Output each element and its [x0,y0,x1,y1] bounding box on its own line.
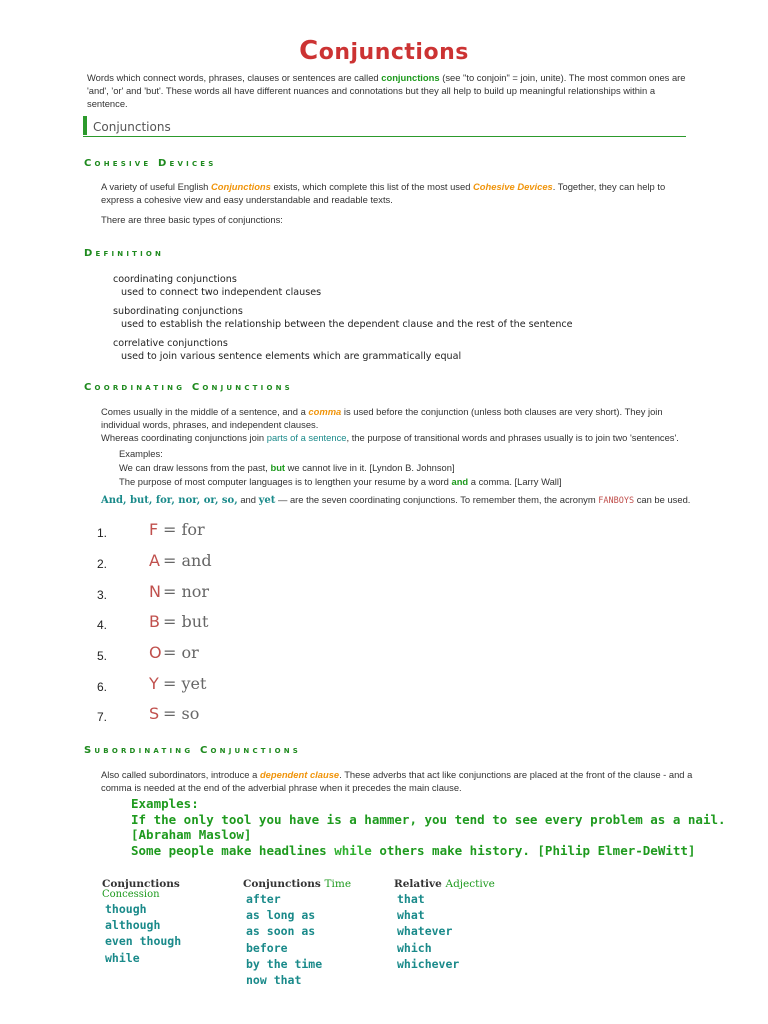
concession-words [102,901,232,966]
fanboys-letter: F [149,520,159,539]
fanboys-word: = or [163,643,199,662]
title-initial: C [299,36,319,66]
fanboys-letter: N [149,582,161,601]
section-title: Conjunctions [93,120,171,134]
example-keyword: but [270,462,286,473]
cohesive-devices-link[interactable]: Cohesive Devices [473,181,553,192]
example-text-2: others make history. [Philip Elmer-DeWitt] [371,842,696,858]
intro-keyword[interactable]: conjunctions [381,72,440,83]
comma-link[interactable]: comma [308,406,342,417]
coord-summary [101,493,701,508]
list-item: while [105,950,140,965]
fanboys-word: = nor [163,582,210,601]
subordinating-heading: Subordinating Conjunctions [84,745,302,756]
coord-text: Comes usually in the middle of a sentence, and a [101,406,309,417]
fanboys-word: = and [163,551,212,570]
example-text-2: we cannot live in it. [Lyndon B. Johnson] [285,462,455,473]
fanboys-word: = but [163,612,209,631]
fanboys-letter: S [149,704,160,723]
list-item: as long as [246,908,316,923]
definition-desc: used to connect two independent clauses [121,286,322,298]
fanboys-item [97,674,397,700]
example-keyword: while [334,842,372,858]
example-text: Some people make headlines [131,842,335,858]
column-subheading: Concession [102,889,160,900]
definition-term: coordinating conjunctions [113,274,237,285]
time-column [243,878,383,988]
definition-term: subordinating conjunctions [113,306,243,317]
cohesive-text-3: . Together, they can help to [552,181,666,192]
cohesive-text: A variety of useful English [101,181,211,192]
sub-text-3: comma is needed at the end of the adverbial phrase when it precedes the main clause. [101,782,462,793]
relative-column [394,878,534,972]
intro-text-2: (see "to conjoin" = join, unite). The most common ones are [439,72,686,83]
definition-item [113,274,673,299]
subordinating-paragraph [101,768,701,794]
fanboys-number: 2. [97,557,108,571]
fanboys-letter: A [149,551,160,570]
list-item: which [397,940,432,955]
title-rest: onjunctions [318,40,469,65]
column-heading [243,878,383,890]
subordinating-examples [131,796,741,858]
fanboys-word: = for [163,520,205,539]
fanboys-number: 5. [97,649,108,663]
cohesive-types: There are three basic types of conjunctions: [101,214,283,225]
fanboys-number: 1. [97,526,108,540]
example-text: We can draw lessons from the past, [119,462,271,473]
definition-desc: used to establish the relationship between the dependent clause and the rest of the sentence [121,318,573,330]
column-heading-text: Conjunctions [243,878,325,890]
sub-text: Also called subordinators, introduce a [101,769,260,780]
list-item: what [397,908,425,923]
cohesive-text-2: exists, which complete this list of the most used [270,181,474,192]
dependent-clause-link[interactable]: dependent clause [259,769,340,780]
fanboys-number: 3. [97,588,108,602]
cohesive-paragraph [101,180,681,206]
example-2 [119,475,699,488]
section-header [83,116,686,137]
examples-label: Examples: [131,796,199,811]
coord-text-2: is used before the conjunction (unless both clauses are very short). They join [341,406,663,417]
page-title [0,36,768,66]
fanboys-item [97,520,397,546]
intro-paragraph [87,71,687,110]
fanboys-number: 4. [97,618,108,632]
definition-item [113,306,673,331]
fanboys-number: 7. [97,710,108,724]
conjunctions-link[interactable]: Conjunctions [210,181,271,192]
summary-yet: yet [258,495,276,506]
concession-column [102,878,232,966]
definition-list [113,274,673,363]
list-item: although [105,918,161,933]
fanboys-acronym: FANBOYS [598,496,635,506]
coord-text-3: individual words, phrases, and independent clauses. [101,419,319,430]
fanboys-item [97,704,397,730]
fanboys-word: = yet [163,674,207,693]
list-item: after [246,892,281,906]
section-accent [83,116,87,135]
coord-text-4: Whereas coordinating conjunctions join [101,432,267,443]
cohesive-heading: Cohesive Devices [84,158,217,169]
column-subheading: Adjective [445,878,495,890]
fanboys-item [97,643,397,669]
time-words [243,891,383,988]
summary-text: — are the seven coordinating conjunctions. To remember them, the acronym [275,494,599,505]
fanboys-number: 6. [97,680,108,694]
fanboys-letter: O [149,643,162,662]
intro-text: Words which connect words, phrases, clauses or sentences are called [87,72,382,83]
definition-item [113,338,673,363]
example-1-source: [Abraham Maslow] [131,827,252,842]
column-subheading: Time [324,878,352,890]
example-text: The purpose of most computer languages is to lengthen your resume by a word [119,476,452,487]
intro-line-2: 'and', 'or' and 'but'. These words all have different nuances and connotations but they all help to build up meaningful relationships within a sentence. [87,85,656,109]
list-item: whatever [397,924,453,939]
list-item: though [105,902,147,916]
parts-of-sentence-link[interactable]: parts of a sentence [266,432,347,443]
column-heading [394,878,534,890]
examples-label: Examples: [119,448,163,459]
example-2 [131,843,741,859]
sub-text-2: . These adverbs that act like conjunctions are placed at the front of the clause - and a [339,769,693,780]
list-item: even though [105,934,182,949]
coord-text-5: , the purpose of transitional words and phrases usually is to join two 'sentences'. [346,432,679,443]
fanboys-letter: B [149,612,160,631]
fanboys-item [97,612,397,638]
definition-desc: used to join various sentence elements which are grammatically equal [121,350,462,362]
list-item: as soon as [246,924,316,939]
list-item: by the time [246,956,323,971]
fanboys-item [97,551,397,577]
definition-heading: Definition [84,248,165,259]
example-1: If the only tool you have is a hammer, you tend to see every problem as a nail. [131,811,726,827]
list-item: before [246,940,288,955]
column-heading-text: Relative [394,878,446,890]
column-heading: Conjunctions [102,878,180,890]
coordinating-paragraph [101,405,701,444]
coordinating-heading: Coordinating Conjunctions [84,382,293,393]
definition-term: correlative conjunctions [113,338,228,349]
summary-words: And, but, for, nor, or, so, [101,495,238,506]
example-text-2: a comma. [Larry Wall] [468,476,562,487]
list-item: now that [246,973,302,988]
list-item: that [397,892,425,906]
fanboys-letter: Y [149,674,159,693]
fanboys-item [97,582,397,608]
relative-words [394,891,534,972]
summary-end: can be used. [634,494,691,505]
coord-examples [119,447,699,488]
example-1 [119,461,699,474]
cohesive-text-4: express a cohesive view and easy understandable and readable texts. [101,194,393,205]
fanboys-word: = so [163,704,200,723]
summary-and: and [237,494,259,505]
example-keyword: and [451,476,469,487]
list-item: whichever [397,956,460,971]
